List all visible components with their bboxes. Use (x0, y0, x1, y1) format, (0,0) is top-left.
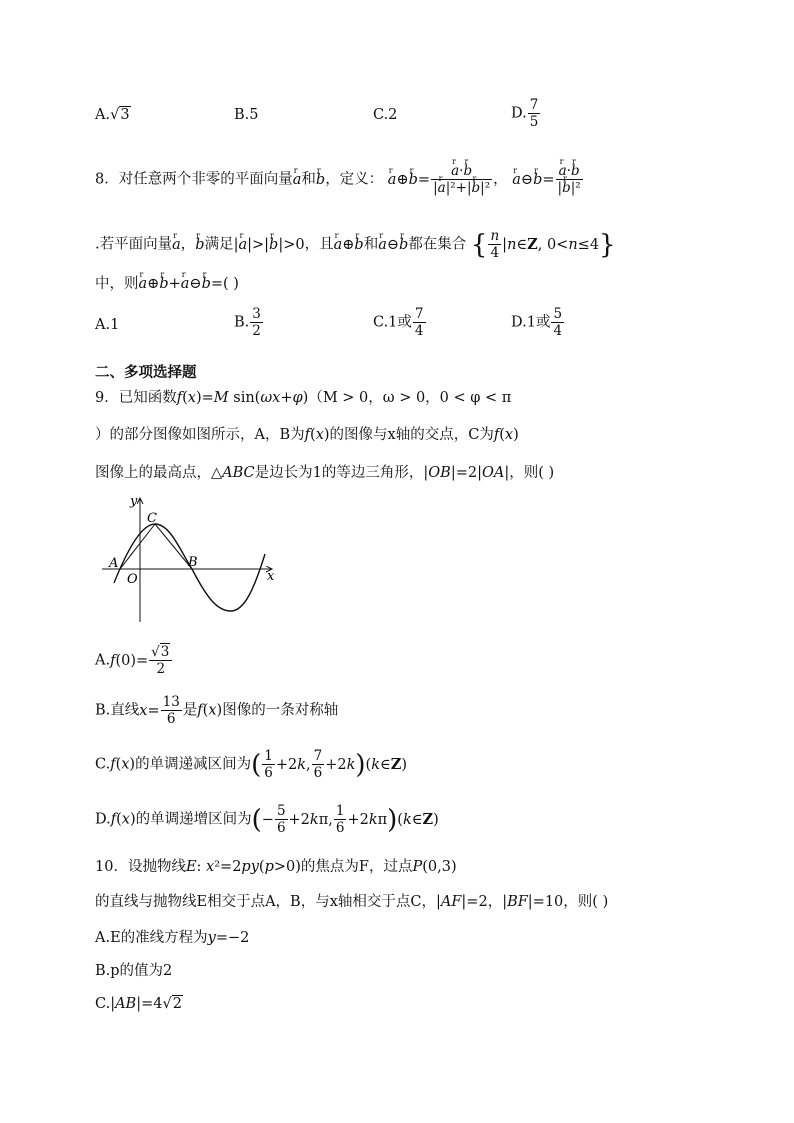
af-length: |AF|=2 (435, 894, 488, 910)
definition-ominus: r a⊖r b= r $\frac{\text{a·r b}}{\text{|r b|²}}$ (512, 172, 583, 188)
interval: ( $\frac{1}{6}$ +2k, $\frac{7}{6}$ +2k)(k∈Z) (251, 748, 408, 781)
q9-line-3 (95, 463, 554, 483)
option-text: 的单调递减区间为 (135, 756, 252, 773)
q9-line-1 (95, 388, 511, 408)
question-text: 9．已知函数 (95, 390, 177, 406)
side-ac (120, 524, 155, 569)
interval: (− $\frac{5}{6}$ +2kπ, $\frac{1}{6}$ +2kπ)(k∈Z) (251, 803, 439, 836)
q9-option-b (95, 694, 338, 727)
expr-oplus: r a⊕r b (334, 237, 364, 253)
numerator: 7 (529, 97, 539, 113)
question-text: 和 (301, 171, 316, 188)
question-text: ，则( ) (563, 894, 609, 910)
option-label: D. (95, 811, 111, 828)
fraction (528, 97, 541, 130)
denominator: 5 (529, 114, 539, 130)
vector-a: r a (293, 170, 302, 190)
option-expr: |AB|=4√2 (110, 996, 182, 1012)
option-label: C. (95, 756, 111, 773)
question-text: 8．对任意两个非零的平面向量 (95, 171, 293, 188)
section-title: 二、多项选择题 (95, 364, 197, 381)
option-expr: y=−2 (207, 930, 250, 946)
option-label: B. (234, 314, 250, 331)
option-label: C. (95, 996, 111, 1012)
option-text: 是 (182, 702, 198, 719)
fraction (250, 306, 263, 339)
bf-length: |BF|=10 (502, 894, 564, 910)
question-text: 的焦点为F，过点 (300, 859, 413, 875)
fx: f(x) (493, 427, 519, 443)
q7-option-a (95, 105, 131, 125)
option-label: B.直线 (95, 702, 140, 719)
option-label: A. (95, 652, 111, 669)
q9-option-c (95, 748, 407, 781)
numerator: 3 (252, 306, 261, 322)
q9-line-2 (95, 425, 519, 445)
question-text: =( ) (210, 276, 239, 292)
question-text: 都在集合 (408, 236, 467, 253)
question-text: 是边长为1的等边三角形， (254, 465, 424, 481)
question-text: .若平面向量 (95, 236, 173, 253)
q7-option-b: B.5 (234, 107, 259, 123)
denominator: 4 (414, 323, 424, 339)
q8-option-d (511, 306, 565, 339)
option-label: C.1或 (373, 314, 412, 331)
fx: f(x) (110, 811, 136, 828)
q8-line-3 (95, 274, 239, 294)
q8-line-2: .若平面向量r a，r b满足|r a|>|r b|>0，且r a⊕r b和r a⊖r b都在集合 { $\frac{n}{4}$ |n∈Z, 0<n≤4} (95, 228, 616, 261)
question-text: 图像上的最高点， (95, 465, 211, 481)
q8-line-1: 8．对任意两个非零的平面向量r a和r b，定义： r a⊕r b= r $\frac{\text{a·r b}}{\text{|r a|²+|r b|²}}$ ， r a⊖r b= r $\frac{\text{a·r b}}{\text{|r b|²}}$ (95, 163, 584, 196)
set-notation: { $\frac{n}{4}$ |n∈Z, 0<n≤4} (470, 228, 616, 261)
option-expr: x= $\frac{13}{6}$ (139, 694, 180, 727)
fx: f(x) (197, 702, 223, 719)
q8-option-c (373, 306, 427, 339)
sine-graph-figure (100, 492, 280, 624)
question-text: （M > 0，ω > 0，0 < φ < π (308, 390, 512, 406)
option-label: D.1或 (511, 314, 551, 331)
q10-option-a (95, 928, 249, 948)
option-label: A.E的准线方程为 (95, 930, 208, 946)
triangle-abc: △ABC (211, 465, 255, 481)
question-text: 中，则 (95, 276, 139, 292)
parabola-eq: E: x²=2py(p>0) (185, 859, 301, 875)
point-c-label: C (147, 511, 157, 526)
inequality: |r a|>|r b|>0 (234, 237, 305, 253)
question-text: 10．设抛物线 (95, 859, 186, 875)
definition-oplus: r a⊕r b= r $\frac{\text{a·r b}}{\text{|r a|²+|r b|²}}$ (388, 172, 493, 188)
expr-ominus: r a⊖r b (378, 237, 408, 253)
denominator: 4 (553, 323, 563, 339)
q9-option-a (95, 644, 173, 677)
question-text: 满足 (204, 236, 234, 253)
origin-label: O (127, 572, 138, 587)
q10-line-1 (95, 857, 457, 877)
option-label: A. (95, 107, 111, 123)
x-axis-label: x (267, 569, 275, 584)
question-text: ，则( ) (509, 465, 555, 481)
fraction (551, 306, 564, 339)
q10-option-c (95, 994, 183, 1014)
numerator: 7 (414, 306, 424, 322)
y-axis-label: y (130, 494, 138, 509)
fx: f(x) (110, 756, 136, 773)
option-label: D. (511, 105, 527, 122)
sqrt-symbol: √3 (110, 107, 130, 123)
length-relation: |OB|=2|OA| (423, 465, 510, 481)
vector-b: r b (316, 170, 325, 190)
question-text: 的图像与x轴的交点，C为 (329, 427, 494, 443)
option-text: 的单调递增区间为 (135, 811, 252, 828)
question-text: ）的部分图像如图所示，A，B为 (95, 427, 305, 443)
question-text: 和 (363, 236, 379, 253)
fraction (413, 306, 426, 339)
vector-b: r b (195, 235, 204, 255)
question-text: ，且 (304, 236, 334, 253)
q10-option-b: B.p的值为2 (95, 963, 173, 979)
q10-line-2: 的直线与抛物线E相交于点A，B，与x轴相交于点C，|AF|=2，|BF|=10，则( ) (95, 894, 609, 910)
denominator: 2 (252, 323, 261, 339)
option-expr: f(0)= $\frac{√3}{2}$ (110, 653, 173, 669)
q7-option-d (511, 97, 541, 130)
side-cb (155, 524, 192, 569)
fx: f(x) (304, 427, 330, 443)
q7-option-c: C.2 (373, 107, 398, 123)
option-text: 图像的一条对称轴 (222, 702, 339, 719)
vector-a: r a (172, 235, 181, 255)
expr-sum: r a⊕r b+r a⊖r b (139, 276, 211, 292)
option-value: 3 (120, 107, 130, 123)
point-b-label: B (188, 555, 198, 570)
q9-option-d (95, 803, 439, 836)
q8-option-b (234, 306, 264, 339)
point-a-label: A (109, 556, 119, 571)
question-text: ，定义： (325, 171, 384, 188)
numerator: 5 (553, 306, 563, 322)
point-p: P(0,3) (412, 859, 457, 875)
function-def: f(x)=M sin(ωx+φ) (176, 390, 309, 406)
question-text: 的直线与抛物线E相交于点A，B，与x轴相交于点C， (95, 894, 436, 910)
q8-option-a: A.1 (95, 317, 120, 333)
